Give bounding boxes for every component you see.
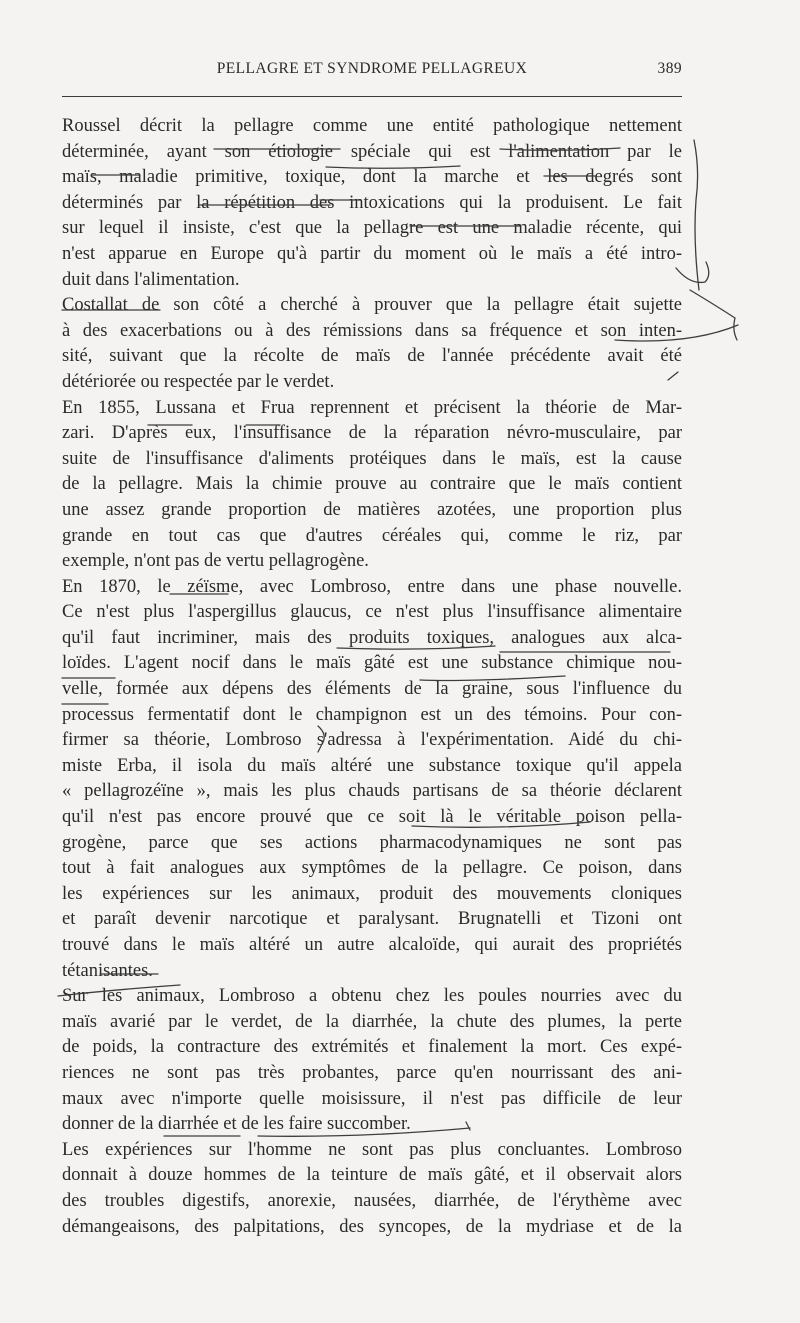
text-line: démangeaisons, des palpitations, des syncopes, de la mydriase et de la <box>62 1216 682 1237</box>
text-line: détériorée ou respectée par le verdet. <box>62 371 335 392</box>
text-line: zari. D'après eux, l'insuffisance de la réparation névro-musculaire, par <box>62 423 682 444</box>
text-line: miste Erba, il isola du maïs altéré une substance toxique qu'il appela <box>62 755 682 776</box>
text-line: « pellagrozéïne », mais les plus chauds partisans de sa théorie déclarent <box>62 781 682 802</box>
text-line: donner de la diarrhée et de les faire succomber. <box>62 1114 411 1135</box>
text-line: Ce n'est plus l'aspergillus glaucus, ce n'est plus l'insuffisance alimentaire <box>62 602 682 623</box>
text-line: grogène, parce que ses actions pharmacodynamiques ne sont pas <box>62 832 682 853</box>
text-line: les expériences sur les animaux, produit des mouvements cloniques <box>62 883 682 904</box>
text-line: velle, formée aux dépens des éléments de la graine, sous l'influence du <box>62 679 682 700</box>
text-line: Sur les animaux, Lombroso a obtenu chez les poules nourries avec du <box>62 986 682 1007</box>
text-line: donnait à douze hommes de la teinture de maïs gâté, et il observait alors <box>62 1165 682 1186</box>
text-line: tout à fait analogues aux symptômes de la pellagre. Ce poison, dans <box>62 858 682 879</box>
text-line: qu'il n'est pas encore prouvé que ce soit là le véritable poison pella- <box>62 807 682 828</box>
text-line: sur lequel il insiste, c'est que la pellagre est une maladie récente, qui <box>62 218 682 239</box>
text-line: En 1855, Lussana et Frua reprennent et précisent la théorie de Mar- <box>62 397 682 418</box>
text-line: n'est apparue en Europe qu'à partir du moment où le maïs a été intro- <box>62 243 682 264</box>
text-line: trouvé dans le maïs altéré un autre alcaloïde, qui aurait des propriétés <box>62 935 682 955</box>
text-line: à des exacerbations ou à des rémissions dans sa fréquence et son inten- <box>62 320 682 341</box>
text-line: de poids, la contracture des extrémités et finalement la mort. Ces expé- <box>62 1037 682 1058</box>
text-line: processus fermentatif dont le champignon est un des témoins. Pour con- <box>62 704 682 725</box>
text-line: de la pellagre. Mais la chimie prouve au contraire que le maïs contient <box>62 474 682 495</box>
text-line: riences ne sont pas très probantes, parce qu'en nourrissant des ani- <box>62 1062 682 1083</box>
text-line: exemple, n'ont pas de vertu pellagrogène. <box>62 551 369 572</box>
text-line: déterminés par la répétition des intoxications qui la produisent. Le fait <box>62 192 682 213</box>
header-rule <box>62 96 682 97</box>
page-number: 389 <box>657 60 682 77</box>
text-line: maïs, maladie primitive, toxique, dont la marche et les degrés sont <box>62 167 682 188</box>
text-line: maux avec n'importe quelle moisissure, il n'est pas difficile de leur <box>62 1088 682 1109</box>
text-line: loïdes. L'agent nocif dans le maïs gâté est une substance chimique nou- <box>62 653 682 674</box>
text-line: des troubles digestifs, anorexie, nausées, diarrhée, de l'érythème avec <box>62 1190 682 1211</box>
text-line: En 1870, le zéïsme, avec Lombroso, entre dans une phase nouvelle. <box>62 576 682 597</box>
text-line: duit dans l'alimentation. <box>62 269 240 290</box>
text-line: qu'il faut incriminer, mais des produits toxiques, analogues aux alca- <box>62 627 682 648</box>
text-line: firmer sa théorie, Lombroso s'adressa à l'expérimentation. Aidé du chi- <box>62 730 682 751</box>
text-line: sité, suivant que la récolte de maïs de l'année précédente avait été <box>62 346 682 367</box>
text-line: Costallat de son côté a cherché à prouver que la pellagre était sujette <box>62 295 682 316</box>
text-line: Les expériences sur l'homme ne sont pas plus concluantes. Lombroso <box>62 1139 682 1160</box>
text-line: suite de l'insuffisance d'aliments protéiques dans le maïs, est la cause <box>62 448 682 469</box>
text-line: et paraît devenir narcotique et paralysant. Brugnatelli et Tizoni ont <box>62 909 682 930</box>
text-line: Roussel décrit la pellagre comme une entité pathologique nettement <box>62 116 682 136</box>
body-text <box>62 114 682 1240</box>
text-line: une assez grande proportion de matières azotées, une proportion plus <box>62 499 682 520</box>
text-line: tétanisantes. <box>62 960 153 981</box>
running-title: PELLAGRE ET SYNDROME PELLAGREUX <box>216 60 528 77</box>
text-line: déterminée, ayant son étiologie spéciale qui est l'alimentation par le <box>62 141 682 162</box>
margin-curve-mark <box>690 290 737 340</box>
text-line: maïs avarié par le verdet, de la diarrhée, la chute des plumes, la perte <box>62 1011 682 1032</box>
margin-bracket-mark <box>694 140 699 290</box>
running-header <box>62 58 682 84</box>
text-line: grande en tout cas que d'autres céréales qui, comme le riz, par <box>62 525 682 546</box>
